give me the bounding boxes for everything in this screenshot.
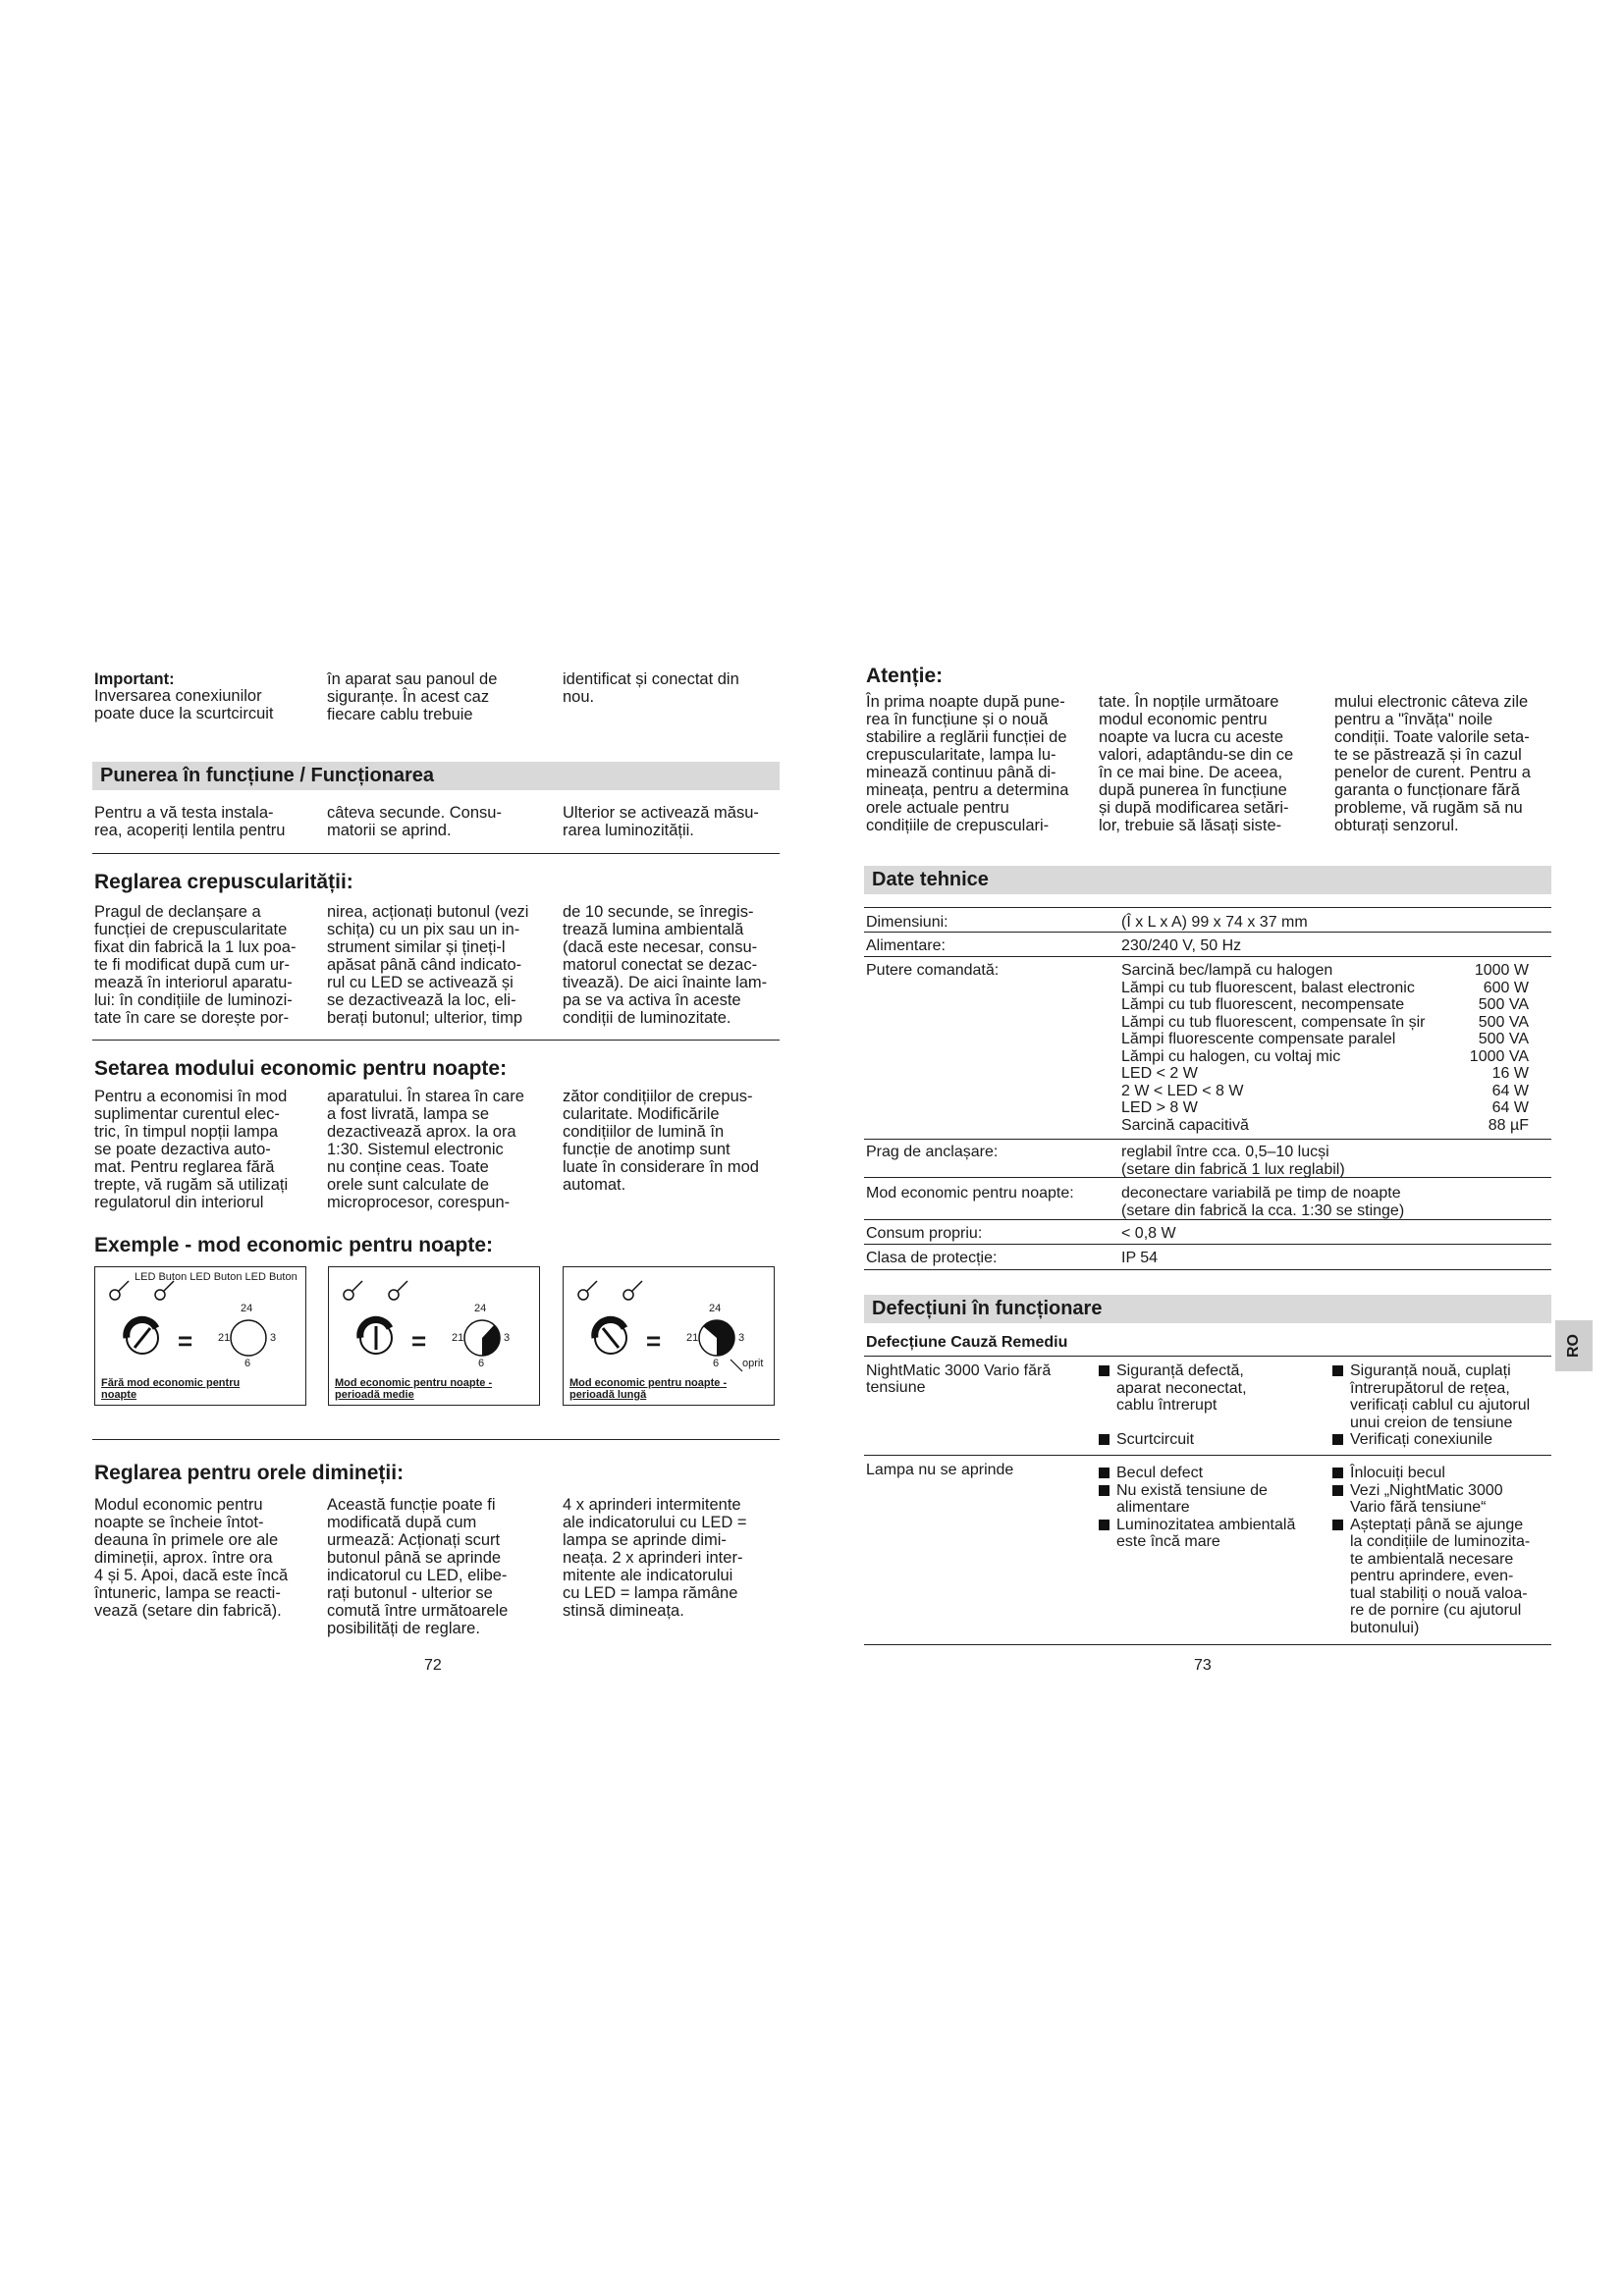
cause-item: [1099, 1465, 1295, 1482]
equals-sign: =: [646, 1326, 662, 1356]
bullet-square-icon: [1099, 1520, 1110, 1530]
power-value: 88 µF: [1488, 1116, 1529, 1134]
power-row: [1121, 962, 1529, 980]
night-col3: zător condițiilor de crepus- cularitate. Modificările condițiilor de lumină în funcție de anotimp sunt luate în considerare în mod automat.: [563, 1088, 759, 1194]
divider: [92, 1439, 780, 1440]
examples-title: Exemple - mod economic pentru noapte:: [94, 1234, 494, 1256]
table-rule: [864, 956, 1551, 957]
power-row: [1121, 1083, 1529, 1100]
cause-text: Siguranță defectă, aparat neconectat, cablu întrerupt: [1116, 1362, 1247, 1414]
power-name: Lămpi fluorescente compensate paralel: [1121, 1031, 1396, 1047]
bullet-square-icon: [1099, 1434, 1110, 1445]
fault-remedies: [1332, 1465, 1530, 1636]
section-bar-faults: Defecțiuni în funcționare: [864, 1295, 1551, 1323]
page-number: 72: [424, 1657, 442, 1674]
led-icon: [578, 1281, 597, 1300]
power-value: 1000 VA: [1469, 1047, 1529, 1065]
fault-name: Lampa nu se aprinde: [866, 1462, 1014, 1478]
start-col2: câteva secunde. Consu- matorii se aprind.: [327, 804, 502, 839]
example-figure-medium: [328, 1266, 540, 1406]
start-col3: Ulterior se activează măsu- rarea luminozității.: [563, 804, 759, 839]
bullet-square-icon: [1332, 1520, 1343, 1530]
table-rule: [864, 1177, 1551, 1178]
bullet-square-icon: [1332, 1365, 1343, 1376]
dial-24: 24: [241, 1303, 253, 1314]
table-rule: [864, 1356, 1551, 1357]
table-rule: [864, 1244, 1551, 1245]
remedy-item: [1332, 1362, 1530, 1431]
power-name: 2 W < LED < 8 W: [1121, 1082, 1244, 1099]
remedy-text: Verificați conexiunile: [1350, 1431, 1492, 1448]
dusk-col3: de 10 secunde, se înregis- trează lumina ambientală (dacă este necesar, consu- matorul conectat se dezac- tivează). De aici înainte lam- pa se va activa în aceste condiții de luminozitate.: [563, 903, 768, 1027]
led-icon: [344, 1281, 362, 1300]
divider: [92, 853, 780, 854]
power-name: Lămpi cu tub fluorescent, necompensate: [1121, 996, 1405, 1013]
button-icon: [155, 1281, 174, 1300]
divider: [92, 1040, 780, 1041]
remedy-item: [1332, 1431, 1530, 1449]
tech-value: deconectare variabilă pe timp de noapte (setare din fabrică la cca. 1:30 se stinge): [1121, 1185, 1405, 1219]
start-col1: Pentru a vă testa instala- rea, acoperiți lentila pentru: [94, 804, 286, 839]
figure-caption: Mod economic pentru noapte - perioadă lungă: [569, 1377, 728, 1401]
tech-value: < 0,8 W: [1121, 1225, 1176, 1242]
morning-col3: 4 x aprinderi intermitente ale indicatorului cu LED = lampa se aprinde dimi- neața. 2 x aprinderi inter- mitente ale indicatorului cu LED = lampa rămâne stinsă dimineața.: [563, 1496, 747, 1620]
example-figure-no-economy: [94, 1266, 306, 1406]
power-name: Lămpi cu tub fluorescent, compensate în șir: [1121, 1013, 1426, 1031]
important-title: Important:: [94, 670, 175, 688]
cause-item: [1099, 1431, 1194, 1449]
tech-value: 230/240 V, 50 Hz: [1121, 937, 1242, 954]
remedy-text: Siguranță nouă, cuplați întrerupătorul de rețea, verificați cablul cu ajutorul unui creion de tensiune: [1350, 1362, 1531, 1431]
power-name: LED > 8 W: [1121, 1099, 1198, 1116]
night-mode-title: Setarea modului economic pentru noapte:: [94, 1057, 508, 1080]
attention-title: Atenție:: [866, 665, 944, 687]
attention-col2: tate. În nopțile următoare modul economic pentru noapte va lucra cu aceste valori, adaptându-se din ce în ce mai bine. De aceea, după punerea în funcțiune și după modificarea setări- lor, trebuie să lăsați siste-: [1099, 693, 1294, 834]
power-list: [1121, 962, 1529, 1134]
remedy-item: [1332, 1465, 1530, 1482]
pointer-line: [731, 1360, 742, 1371]
power-row: [1121, 996, 1529, 1014]
equals-sign: =: [178, 1326, 193, 1356]
dial-24: 24: [709, 1303, 722, 1314]
fault-causes: [1099, 1362, 1247, 1415]
dial-6: 6: [713, 1358, 720, 1369]
figure-caption: Fără mod economic pentru noapte: [101, 1377, 241, 1401]
tech-label: Clasa de protecție:: [866, 1250, 998, 1266]
fault-name: NightMatic 3000 Vario fără tensiune: [866, 1362, 1052, 1396]
bullet-square-icon: [1099, 1365, 1110, 1376]
remedy-text: Vezi „NightMatic 3000 Vario fără tensiune“: [1350, 1481, 1503, 1516]
power-value: 64 W: [1491, 1099, 1529, 1116]
tech-label: Consum propriu:: [866, 1225, 983, 1242]
power-row: [1121, 1117, 1529, 1135]
dial-illustration: [329, 1279, 537, 1377]
power-name: LED < 2 W: [1121, 1065, 1198, 1082]
power-row: [1121, 980, 1529, 997]
example-figure-long: [563, 1266, 775, 1406]
power-row: [1121, 1065, 1529, 1083]
table-rule: [864, 907, 1551, 908]
button-icon: [623, 1281, 642, 1300]
power-name: Sarcină bec/lampă cu halogen: [1121, 962, 1333, 979]
table-rule: [864, 1139, 1551, 1140]
button-icon: [389, 1281, 407, 1300]
led-icon: [110, 1281, 129, 1300]
cause-item: [1099, 1362, 1247, 1415]
table-rule: [864, 932, 1551, 933]
bullet-square-icon: [1099, 1485, 1110, 1496]
important-col2: în aparat sau panoul de siguranțe. În acest caz fiecare cablu trebuie: [327, 670, 498, 723]
dial-illustration: [95, 1279, 303, 1377]
language-tab-label: RO: [1565, 1334, 1582, 1358]
dusk-col1: Pragul de declanșare a funcției de crepuscularitate fixat din fabrică la 1 lux poa- te fi modificat după cum ur- mează în interiorul aparatu- lui: în condițiile de luminozi- tate în care se dorește por-: [94, 903, 297, 1027]
tech-label: Mod economic pentru noapte:: [866, 1185, 1074, 1201]
power-name: Lămpi cu tub fluorescent, balast electronic: [1121, 979, 1415, 996]
important-col1: Inversarea conexiunilor poate duce la scurtcircuit: [94, 687, 274, 722]
clock-dial-icon: [699, 1320, 734, 1356]
bullet-square-icon: [1332, 1468, 1343, 1478]
table-rule: [864, 1644, 1551, 1645]
dusk-title: Reglarea crepuscularității:: [94, 871, 353, 893]
dusk-col2: nirea, acționați butonul (vezi schița) cu un pix sau un in- strument similar și țineți-l apăsat până când indicato- rul cu LED se activează și se dezactivează la loc, eli- berați butonul; ulterior, timp: [327, 903, 529, 1027]
power-value: 64 W: [1491, 1082, 1529, 1099]
knob-icon: [595, 1319, 626, 1354]
dial-3: 3: [738, 1332, 745, 1344]
tech-label: Dimensiuni:: [866, 914, 948, 931]
dial-3: 3: [504, 1332, 511, 1344]
clock-dial-icon: [231, 1320, 266, 1356]
remedy-text: Așteptați până se ajunge la condițiile de luminozita- te ambientală necesare pentru aprindere, even- tual stabiliți o nouă valoa- re de pornire (cu ajutorul butonului): [1350, 1516, 1531, 1636]
power-row: [1121, 1031, 1529, 1048]
section-bar-technical: Date tehnice: [864, 866, 1551, 894]
important-col3: identificat și conectat din nou.: [563, 670, 739, 706]
morning-col1: Modul economic pentru noapte se încheie întot- deauna în primele ore ale dimineții, aprox. între ora 4 și 5. Apoi, dacă este încă întuneric, lampa se reacti- vează (setare din fabrică).: [94, 1496, 289, 1620]
cause-text: Becul defect: [1116, 1465, 1204, 1481]
power-name: Lămpi cu halogen, cu voltaj mic: [1121, 1047, 1341, 1065]
dial-6: 6: [478, 1358, 485, 1369]
cause-item: [1099, 1482, 1295, 1517]
off-label: oprit: [742, 1358, 764, 1369]
dial-3: 3: [270, 1332, 277, 1344]
bullet-square-icon: [1332, 1485, 1343, 1496]
knob-icon: [127, 1319, 158, 1354]
fault-remedies: [1332, 1362, 1530, 1449]
power-value: 500 VA: [1478, 1031, 1529, 1047]
bullet-square-icon: [1099, 1468, 1110, 1478]
dial-21: 21: [452, 1332, 464, 1344]
power-row: [1121, 1014, 1529, 1032]
power-value: 1000 W: [1474, 962, 1529, 979]
equals-sign: =: [411, 1326, 427, 1356]
tech-value: IP 54: [1121, 1250, 1159, 1266]
section-bar-start: Punerea în funcțiune / Funcționarea: [92, 762, 780, 790]
tech-label: Alimentare:: [866, 937, 946, 954]
table-rule: [864, 1219, 1551, 1220]
dial-21: 21: [218, 1332, 231, 1344]
cause-item: [1099, 1517, 1295, 1551]
night-col2: aparatului. În starea în care a fost livrată, lampa se dezactivează aprox. la ora 1:30. Sistemul electronic nu conține ceas. Toate orele sunt calculate de microprocesor, corespun-: [327, 1088, 524, 1211]
power-value: 500 VA: [1478, 1013, 1529, 1031]
dial-6: 6: [244, 1358, 251, 1369]
tech-value: (Î x L x A) 99 x 74 x 37 mm: [1121, 914, 1308, 931]
power-row: [1121, 1048, 1529, 1066]
table-rule: [864, 1269, 1551, 1270]
knob-icon: [360, 1319, 392, 1354]
attention-col3: mului electronic câteva zile pentru a "învăța" noile condiții. Toate valorile seta- te se păstrează și în cazul penelor de curent. Pentru a garanta o funcționare fără probleme, vă rugăm să nu obturați senzorul.: [1334, 693, 1531, 834]
power-row: [1121, 1099, 1529, 1117]
dial-illustration: [564, 1279, 772, 1377]
morning-title: Reglarea pentru orele dimineții:: [94, 1462, 405, 1484]
tech-label: Putere comandată:: [866, 962, 1000, 979]
remedy-item: [1332, 1517, 1530, 1637]
dial-21: 21: [686, 1332, 699, 1344]
remedy-item: [1332, 1482, 1530, 1517]
clock-dial-icon: [464, 1320, 500, 1356]
night-col1: Pentru a economisi în mod suplimentar curentul elec- tric, în timpul nopții lampa se poate dezactiva auto- mat. Pentru reglarea fără trepte, vă rugăm să utilizați regulatorul din interiorul: [94, 1088, 289, 1211]
language-tab: [1555, 1320, 1593, 1371]
power-value: 500 VA: [1478, 996, 1529, 1013]
figure-caption: Mod economic pentru noapte - perioadă medie: [335, 1377, 493, 1401]
page-number: 73: [1194, 1657, 1212, 1674]
power-value: 600 W: [1483, 979, 1529, 996]
tech-label: Prag de anclașare:: [866, 1144, 999, 1160]
power-name: Sarcină capacitivă: [1121, 1116, 1249, 1134]
dial-24: 24: [474, 1303, 487, 1314]
attention-col1: În prima noapte după pune- rea în funcțiune și o nouă stabilire a reglării funcției de crepuscularitate, lampa lu- minează continuu până di- mineața, pentru a determina orele actuale pentru condițiile de crepusculari-: [866, 693, 1069, 834]
cause-text: Nu există tensiune de alimentare: [1116, 1481, 1268, 1516]
cause-text: Luminozitatea ambientală este încă mare: [1116, 1516, 1296, 1550]
table-rule: [864, 1455, 1551, 1456]
fault-causes: [1099, 1465, 1295, 1551]
tech-value: reglabil între cca. 0,5–10 lucși (setare din fabrică 1 lux reglabil): [1121, 1144, 1345, 1178]
morning-col2: Această funcție poate fi modificată după cum urmează: Acționați scurt butonul până se aprinde indicatorul cu LED, elibe- rați butonul - ulterior se comută între următoarele posibilități de reglare.: [327, 1496, 509, 1637]
cause-text: Scurtcircuit: [1116, 1431, 1195, 1448]
bullet-square-icon: [1332, 1434, 1343, 1445]
faults-header: Defecțiune Cauză Remediu: [866, 1334, 1068, 1351]
fault-causes: [1099, 1431, 1194, 1449]
remedy-text: Înlocuiți becul: [1350, 1465, 1445, 1481]
power-value: 16 W: [1491, 1065, 1529, 1082]
figure-label: LED Buton LED Buton LED Buton: [135, 1271, 298, 1283]
